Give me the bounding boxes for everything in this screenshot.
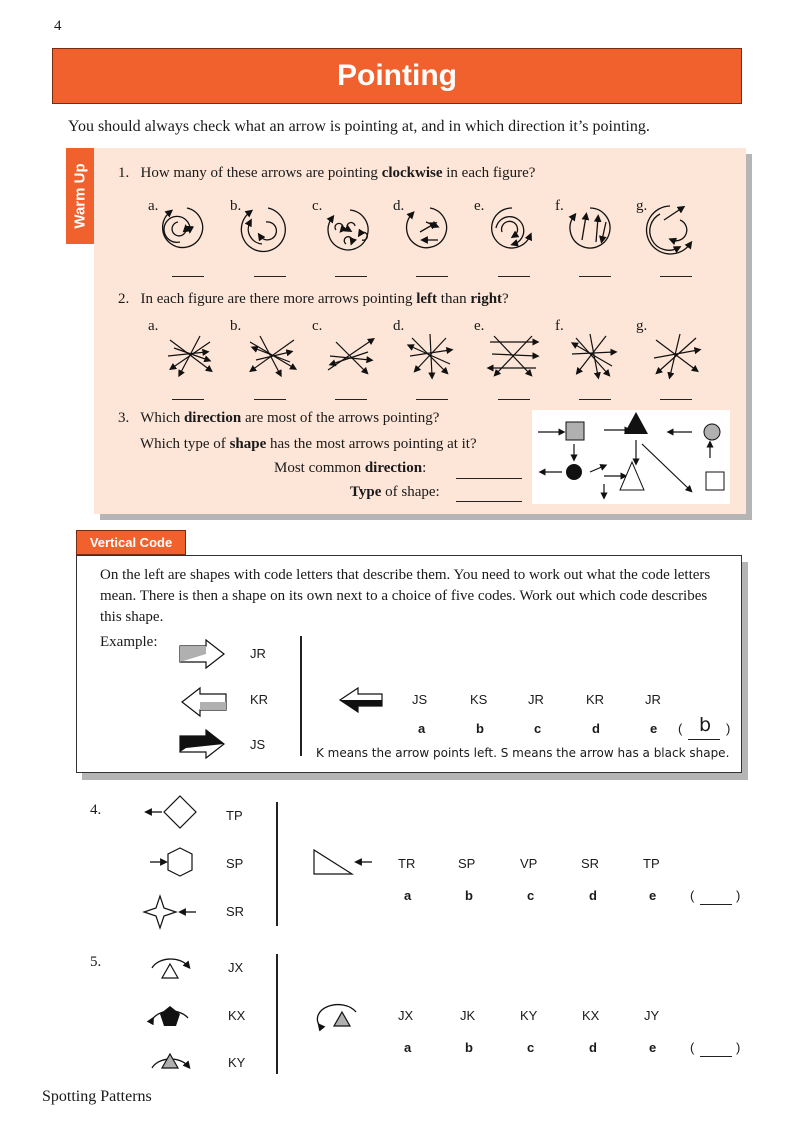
q1-letter-f: f. [555, 198, 564, 214]
example-answer-line [688, 738, 720, 740]
example-answer: b [699, 714, 712, 736]
q3-dir-post: : [422, 460, 427, 476]
q5-code-2: KX [228, 1008, 246, 1023]
q2-letter-a: a. [148, 318, 159, 334]
q3-number: 3. [118, 410, 130, 426]
q4-number: 4. [90, 802, 102, 818]
q5-code-1: JX [228, 960, 244, 975]
example-left-shapes [176, 638, 236, 766]
q5-option-c: KY [520, 1008, 538, 1023]
q3-type-bold: Type [350, 484, 382, 500]
q2-answer-e[interactable] [498, 398, 530, 400]
q4-answer-field[interactable] [700, 903, 732, 905]
example-letter-e: e [650, 721, 658, 736]
q3-line1-bold: direction [183, 410, 242, 426]
clockwise-arrow-figures [150, 200, 710, 260]
q2-letter-b: b. [230, 318, 242, 334]
q2-answer-c[interactable] [335, 398, 367, 400]
q2-answer-d[interactable] [416, 398, 448, 400]
q1-answer-d[interactable] [416, 275, 448, 277]
example-option-a: JS [412, 692, 428, 707]
example-code-3: JS [250, 737, 266, 752]
q3-direction-label [274, 460, 426, 477]
q2-number: 2. [118, 291, 130, 307]
q1-text [118, 165, 535, 182]
q5-answer-close: ) [736, 1040, 741, 1055]
example-option-b: KS [470, 692, 488, 707]
vertical-code-tab: Vertical Code [76, 530, 186, 555]
q5-option-d: KX [582, 1008, 600, 1023]
q4-left-shapes [140, 792, 210, 930]
q5-answer-open: ( [690, 1040, 695, 1055]
q1-letter-e: e. [474, 198, 485, 214]
q4-option-a: TR [398, 856, 416, 871]
q5-letter-d: d [589, 1040, 597, 1055]
example-divider [300, 636, 302, 756]
example-option-e: JR [645, 692, 661, 707]
q5-target-shape [312, 996, 362, 1032]
example-option-c: JR [528, 692, 544, 707]
q5-left-shapes [140, 948, 200, 1078]
q3-type-label [350, 484, 440, 501]
q1-bold: clockwise [381, 165, 443, 181]
q1-letter-g: g. [636, 198, 648, 214]
q5-letter-a: a [404, 1040, 412, 1055]
q2-letter-f: f. [555, 318, 564, 334]
q4-code-3: SR [226, 904, 245, 919]
q2-text [118, 291, 509, 308]
q4-option-c: VP [520, 856, 538, 871]
page-title-banner [52, 48, 742, 104]
example-code-1: JR [250, 646, 266, 661]
q4-option-d: SR [581, 856, 600, 871]
q5-option-a: JX [398, 1008, 414, 1023]
q5-number: 5. [90, 954, 102, 970]
q2-answer-a[interactable] [172, 398, 204, 400]
example-target-shape [336, 684, 386, 718]
example-letter-d: d [592, 721, 600, 736]
q4-divider [276, 802, 278, 926]
q2-letter-g: g. [636, 318, 648, 334]
q1-answer-a[interactable] [172, 275, 204, 277]
q4-code-2: SP [226, 856, 244, 871]
q1-post: in each figure? [442, 165, 536, 181]
q4-letter-a: a [404, 888, 412, 903]
q3-direction-answer[interactable] [456, 477, 522, 479]
example-code-2: KR [250, 692, 269, 707]
warmup-tab-label: Warm Up [71, 163, 89, 229]
q2-bold-left: left [416, 291, 438, 307]
q1-letter-d: d. [393, 198, 405, 214]
q2-letter-e: e. [474, 318, 485, 334]
example-explanation: K means the arrow points left. S means the arrow has a black shape. [316, 746, 730, 760]
intro-text: You should always check what an arrow is pointing at, and in which direction it’s pointing. [68, 118, 650, 135]
q1-pre: How many of these arrows are pointing [140, 165, 382, 181]
left-right-arrow-figures [160, 330, 720, 380]
page-footer: Spotting Patterns [42, 1088, 152, 1105]
q1-answer-f[interactable] [579, 275, 611, 277]
q1-letter-a: a. [148, 198, 159, 214]
q5-letter-b: b [465, 1040, 473, 1055]
q3-dir-bold: direction [364, 460, 423, 476]
q1-answer-g[interactable] [660, 275, 692, 277]
q2-answer-b[interactable] [254, 398, 286, 400]
q2-letter-d: d. [393, 318, 405, 334]
q3-line2 [140, 436, 477, 453]
q4-letter-c: c [527, 888, 535, 903]
q2-pre: In each figure are there more arrows pointing [140, 291, 417, 307]
q3-line1-pre: Which [140, 410, 184, 426]
q1-letter-b: b. [230, 198, 242, 214]
q4-letter-d: d [589, 888, 597, 903]
q1-letter-c: c. [312, 198, 323, 214]
example-answer-close: ) [726, 721, 731, 736]
q5-code-3: KY [228, 1055, 246, 1070]
example-letter-b: b [476, 721, 484, 736]
q1-number: 1. [118, 165, 130, 181]
q1-answer-b[interactable] [254, 275, 286, 277]
q5-option-e: JY [644, 1008, 660, 1023]
q4-letter-e: e [649, 888, 657, 903]
q2-mid: than [437, 291, 471, 307]
example-letter-a: a [418, 721, 426, 736]
example-option-d: KR [586, 692, 605, 707]
q5-option-b: JK [460, 1008, 476, 1023]
warmup-tab [66, 148, 94, 244]
q4-code-1: TP [226, 808, 243, 823]
example-label: Example: [100, 634, 158, 650]
q3-dir-pre: Most common [274, 460, 365, 476]
example-answer-open: ( [678, 721, 683, 736]
q3-line2-pre: Which type of [140, 436, 230, 452]
q2-answer-g[interactable] [660, 398, 692, 400]
page-title: Pointing [337, 59, 457, 92]
q2-post: ? [502, 291, 509, 307]
q1-answer-c[interactable] [335, 275, 367, 277]
q5-letter-c: c [527, 1040, 535, 1055]
q3-type-post: of shape: [381, 484, 440, 500]
example-letter-c: c [534, 721, 542, 736]
page-number: 4 [54, 18, 62, 34]
q4-option-e: TP [643, 856, 660, 871]
q3-line1-post: are most of the arrows pointing? [241, 410, 440, 426]
vertical-code-instructions: On the left are shapes with code letters that describe them. You need to work out what the code letters mean. There is then a shape on its own next to a choice of five codes. Work out which code describes this shape. [100, 567, 711, 625]
q4-target-shape [310, 848, 376, 878]
q2-letter-c: c. [312, 318, 323, 334]
q5-answer-field[interactable] [700, 1055, 732, 1057]
q5-divider [276, 954, 278, 1074]
q3-type-answer[interactable] [456, 500, 522, 502]
q3-line1 [118, 410, 439, 427]
q4-letter-b: b [465, 888, 473, 903]
q4-answer-close: ) [736, 888, 741, 903]
q3-line2-bold: shape [229, 436, 267, 452]
q4-answer-open: ( [690, 888, 695, 903]
q2-answer-f[interactable] [579, 398, 611, 400]
q3-line2-post: has the most arrows pointing at it? [266, 436, 477, 452]
shapes-and-arrows-figure [532, 410, 730, 504]
q5-letter-e: e [649, 1040, 657, 1055]
q1-answer-e[interactable] [498, 275, 530, 277]
q4-option-b: SP [458, 856, 476, 871]
q2-bold-right: right [470, 291, 503, 307]
